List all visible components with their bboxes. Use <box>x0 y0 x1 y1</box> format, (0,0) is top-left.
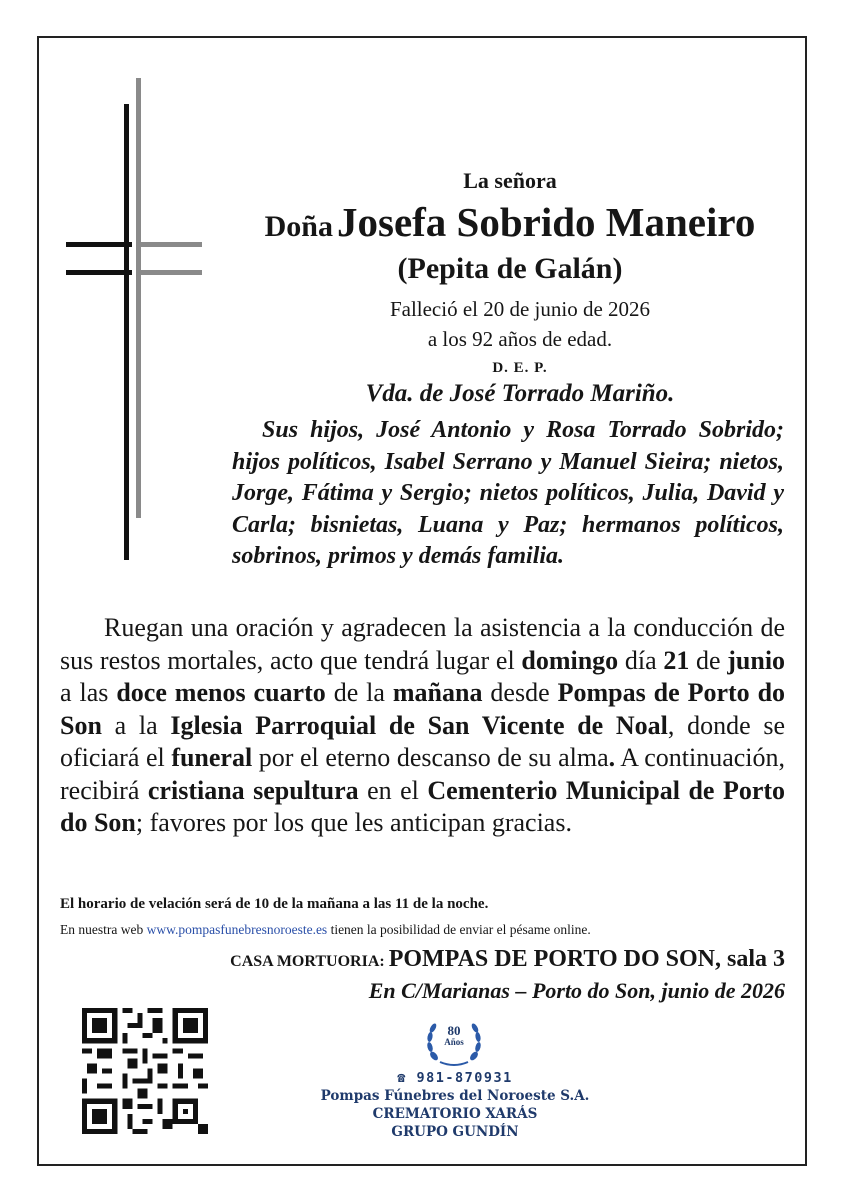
ceremony-church: Iglesia Parroquial de San Vicente de Noal <box>170 710 668 740</box>
website-link[interactable]: www.pompasfunebresnoroeste.es <box>146 922 328 937</box>
phone-icon: ☎ <box>397 1070 407 1086</box>
funeral-home-value: POMPAS DE PORTO DO SON, sala 3 <box>388 946 785 972</box>
web-note: En nuestra web www.pompasfunebresnoroeste.es tienen la posibilidad de enviar el pésame online. <box>60 922 591 937</box>
crematory-name: CREMATORIO XARÁS <box>372 1106 538 1122</box>
rip-mark: D. E. P. <box>492 360 548 376</box>
ceremony-origin: Pompas de Porto do Son <box>60 678 786 740</box>
company-name: Pompas Fúnebres del Noroeste S.A. <box>320 1088 590 1104</box>
ceremony-part-of-day: mañana <box>392 678 483 707</box>
wake-hours: El horario de velación será de 10 de la mañana a las 11 de la noche. <box>60 896 489 912</box>
ceremony-month: junio <box>727 645 786 675</box>
ceremony-date-number: 21 <box>663 645 690 675</box>
funeral-home <box>120 946 785 973</box>
badge-text: Años <box>444 1037 464 1047</box>
place-and-date: En C/Marianas – Porto do Son, junio de 2026 <box>368 978 785 1003</box>
deceased-name: Josefa Sobrido Maneiro <box>337 199 756 245</box>
widow-of: Vda. de José Torrado Mariño. <box>365 380 675 407</box>
ceremony-time: doce menos cuarto <box>116 678 326 707</box>
name-prefix: Doña <box>264 210 333 243</box>
deceased-alias: (Pepita de Galán) <box>397 252 623 285</box>
funeral-home-label: CASA MORTUORIA: <box>230 953 385 970</box>
laurel-badge-icon <box>424 1016 484 1068</box>
phone-row <box>320 1070 590 1086</box>
family-list: Sus hijos, José Antonio y Rosa Torrado Sobrido; hijos políticos, Isabel Serrano y Manuel Sieira; nietos, Jorge, Fátima y Sergio; nietos políticos, Julia, David y Carla; bisnietas, Luana y Paz; hermanos políticos, sobrinos, primos y demás familia. <box>232 417 784 569</box>
age-at-death: a los 92 años de edad. <box>427 327 613 351</box>
ceremony-service: funeral <box>171 743 253 772</box>
deceased-name-row <box>220 198 800 246</box>
death-date: Falleció el 20 de junio de 2026 <box>389 297 651 321</box>
obituary-heading: La señora <box>463 168 557 193</box>
ceremony-day: domingo <box>521 645 619 675</box>
qr-code-icon[interactable] <box>82 1008 208 1134</box>
group-name: GRUPO GUNDÍN <box>391 1124 519 1140</box>
phone-number: 981-870931 <box>416 1070 513 1086</box>
ceremony-announcement: Ruegan una oración y agradecen la asistencia a la conducción de sus restos mortales, acto que tendrá lugar el domingo día 21 de junio a las doce menos cuarto de la mañana desde Pompas de Porto do Son a la Iglesia Parroquial de San Vicente de Noal, donde se oficiará el funeral por el eterno descanso de su alma. A continuación, recibirá cristiana sepultura en el Cementerio Municipal de Porto do Son; favores por los que les anticipan gracias. <box>60 613 786 837</box>
ceremony-cemetery: Cementerio Municipal de Porto do Son <box>60 775 786 837</box>
badge-number: 80 <box>447 1023 461 1038</box>
ceremony-burial: cristiana sepultura <box>147 775 359 805</box>
